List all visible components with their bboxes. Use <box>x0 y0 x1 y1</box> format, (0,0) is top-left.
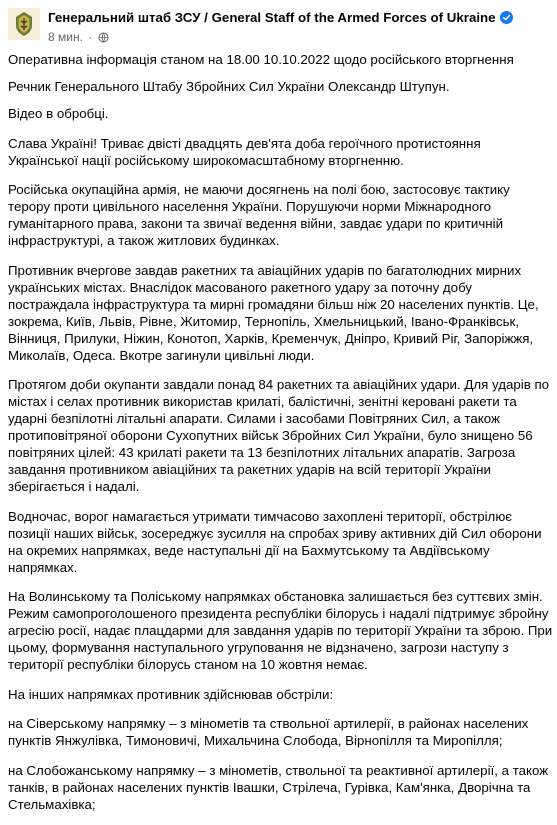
post-paragraph: Оперативна інформація станом на 18.00 10.10.2022 щодо російського вторгнення <box>8 52 514 67</box>
post-header <box>8 6 553 50</box>
post-paragraph: на Слобожанському напрямку – з мінометів, ствольної та реактивної артилерії, а також танків, в районах населених пунктів Івашки, Стрілеча, Гурівка, Кам'янка, Дворічна та Стельмахівка; <box>8 762 549 812</box>
page-name-link[interactable] <box>48 10 513 25</box>
page-avatar[interactable] <box>8 8 40 40</box>
page-name[interactable]: Генеральний штаб ЗСУ / General Staff of the Armed Forces of Ukraine <box>48 10 496 25</box>
post-paragraph: Противник вчергове завдав ракетних та авіаційних ударів по багатолюдних мирних українських містах. Внаслідок масованого ракетного удару за поточну добу постраждала інфраструктура та мирні громадяни більш ніж 20 населених пунктів. Це, зокрема, Київ, Львів, Рівне, Житомир, Тернопіль, Хмельницький, Івано-Франківськ, Вінниця, Прилуки, Ніжин, Конотоп, Харків, Кременчук, Дніпро, Кривий Ріг, Запоріжжя, Миколаїв, Одеса. Вкотре загинули цивільні люди. <box>8 262 539 363</box>
post-paragraph: Водночас, ворог намагається утримати тимчасово захоплені території, обстрілює позиції наших військ, зосереджує зусилля на спробах зриву активних дій Сил оборони на окремих напрямках, веде наступальні дії на Бахмутському та Авдіївському напрямках. <box>8 508 542 575</box>
coat-of-arms-avatar <box>8 8 40 40</box>
post-meta <box>48 30 109 44</box>
post-paragraph: Слава Україні! Триває двісті двадцять дев'ята доба героїчного протистояння Української нації російському широкомасштабному вторгненню. <box>8 135 481 168</box>
post-paragraph: Відео в обробці. <box>8 106 109 121</box>
meta-separator: · <box>88 30 93 44</box>
post-paragraph: Протягом доби окупанти завдали понад 84 ракетних та авіаційних удари. Для ударів по містах і селах противник використав крилаті, балістичні, зенітні керовані ракети та ударні безпілотні літальні апарати. Силами і засобами Повітряних Сил, а також протиповітряної оборони Сухопутних військ Збройних Сил України, було знищено 56 повітряних цілей: 43 крилаті ракети та 13 безпілотних літальних апаратів. Загроза завдання противником авіаційних та ракетних ударів на всій території України зберігається і надалі. <box>8 377 550 494</box>
post-paragraph: Речник Генерального Штабу Збройних Сил України Олександр Штупун. <box>8 79 450 94</box>
post-paragraph: Російська окупаційна армія, не маючи досягнень на полі бою, застосовує тактику терору проти цивільного населення України. Порушуючи норми Міжнародного гуманітарного права, закони та звичаї ведення війни, завдає удари по критичній інфраструктурі, а також житлових будинках. <box>8 182 510 248</box>
post-paragraph: На Волинському та Поліському напрямках обстановка залишається без суттєвих змін. Режим самопроголошеного президента республіки білорусь і надалі підтримує збройну агресію росії, надає плацдарми для завдання ударів по території України та зброю. При цьому, формування наступального угруповання не відзначено, загрози наступу з території республіки білорусь станом на 10 жовтня немає. <box>8 589 553 672</box>
globe-icon[interactable] <box>98 32 109 43</box>
verified-icon <box>500 11 513 24</box>
post-text <box>8 51 553 825</box>
post-paragraph: На інших напрямках противник здійснював обстріли: <box>8 686 334 702</box>
post-paragraph: на Сіверському напрямку – з мінометів та ствольної артилерії, в районах населених пунктів Янжулівка, Тимоновичі, Михальчина Слобода, Вірнопілля та Миропілля; <box>8 716 529 748</box>
post-time[interactable]: 8 мин. <box>48 30 83 44</box>
